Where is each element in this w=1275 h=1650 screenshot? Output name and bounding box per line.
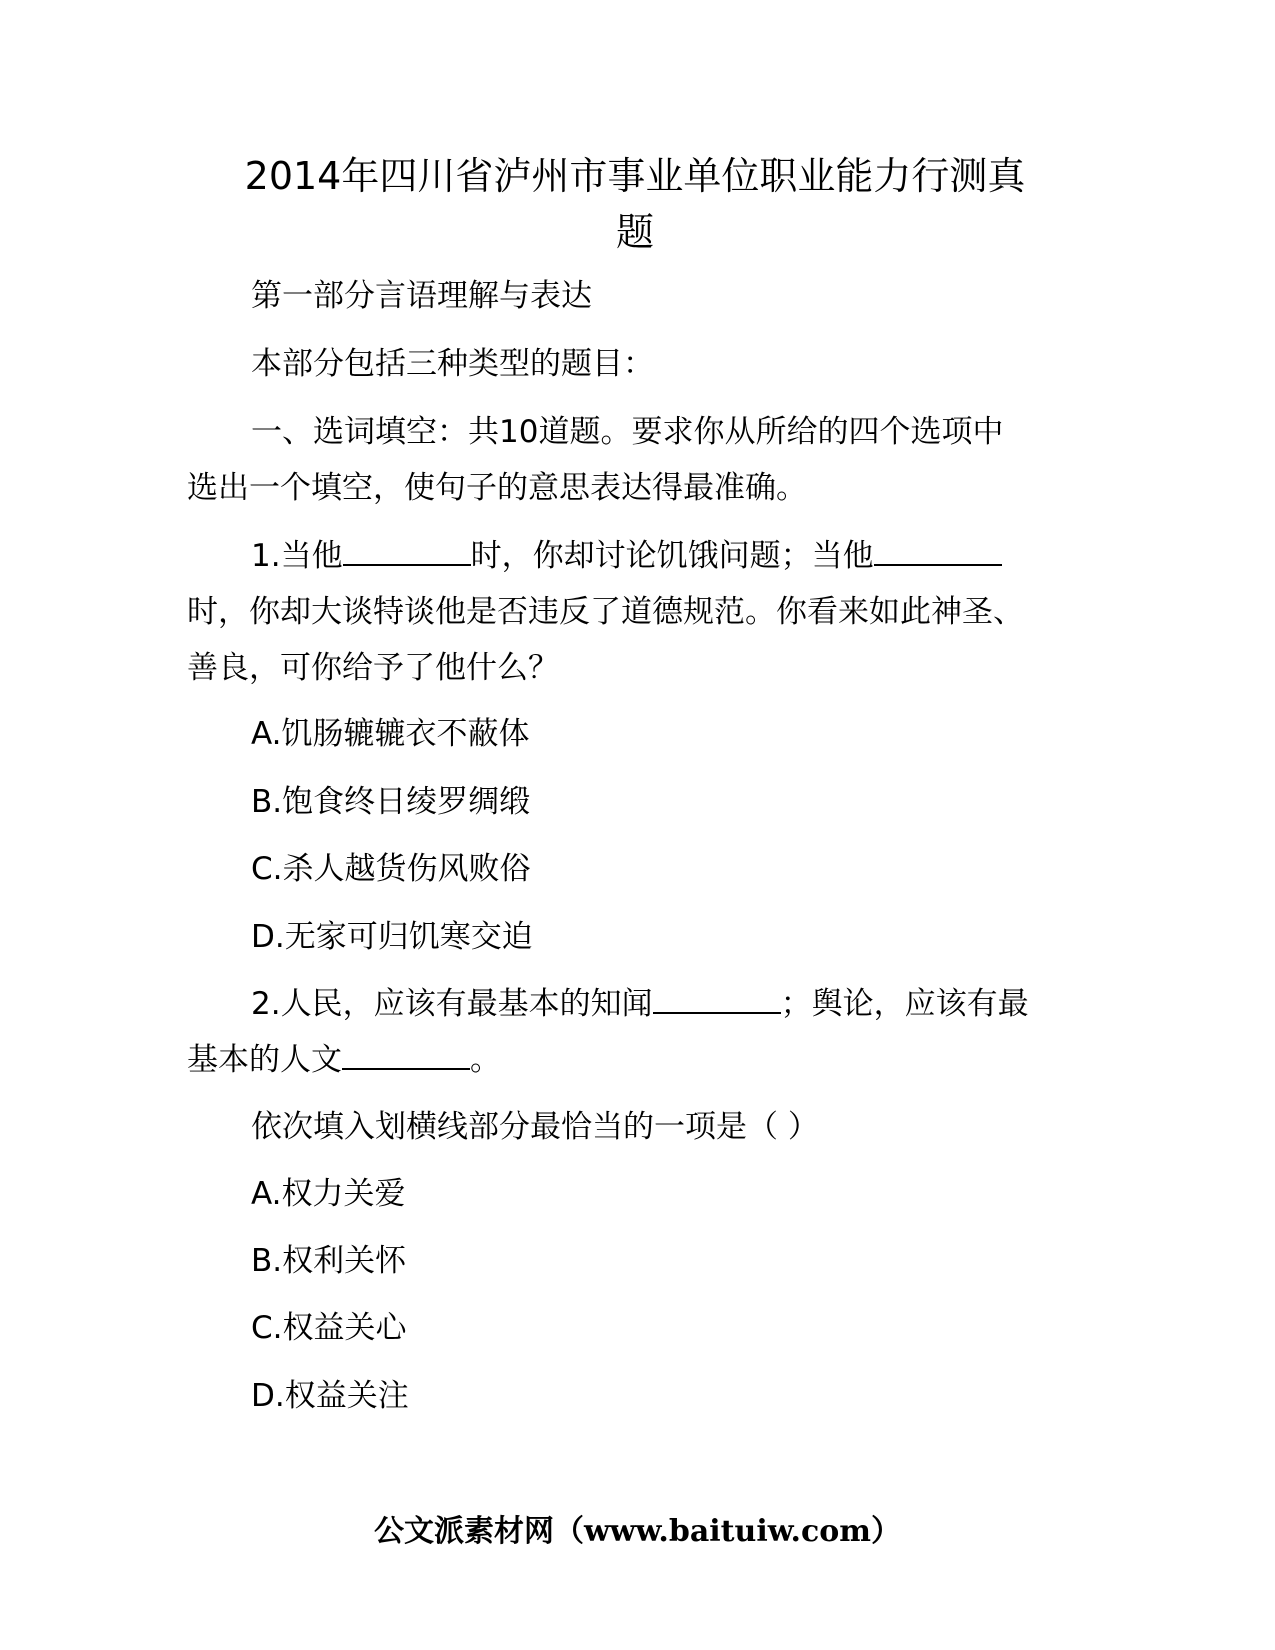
- section-heading: 第一部分言语理解与表达: [251, 278, 592, 314]
- question-1-line-3: 善良，可你给予了他什么？: [187, 650, 559, 686]
- title-line-1: 2014年四川省泸州市事业单位职业能力行测真: [244, 154, 1026, 198]
- q1-blank-1: [343, 534, 471, 566]
- page-footer: 公文派素材网（www.baituiw.com）: [373, 1514, 902, 1549]
- q1-text-a: 1.当他: [251, 538, 343, 574]
- instruction-line-2: 选出一个填空，使句子的意思表达得最准确。: [187, 470, 807, 506]
- question-2-prompt: 依次填入划横线部分最恰当的一项是（ ）: [251, 1109, 819, 1145]
- question-1-line-2: 时，你却大谈特谈他是否违反了道德规范。你看来如此神圣、: [187, 594, 1024, 630]
- document-title: [185, 148, 1085, 260]
- q1-option-b: B.饱食终日绫罗绸缎: [251, 784, 531, 820]
- q2-option-b: B.权利关怀: [251, 1243, 407, 1279]
- q2-option-d: D.权益关注: [251, 1378, 409, 1414]
- q2-text-c: 基本的人文: [187, 1042, 342, 1078]
- instruction-line-1: 一、选词填空：共10道题。要求你从所给的四个选项中: [251, 414, 1004, 450]
- question-1-line-1: [187, 528, 1151, 585]
- q1-blank-2: [874, 534, 1002, 566]
- title-line-2: 题: [615, 210, 654, 254]
- intro-text: 本部分包括三种类型的题目：: [251, 346, 654, 382]
- q1-option-c: C.杀人越货伤风败俗: [251, 851, 531, 887]
- question-2-line-2: [187, 1032, 1087, 1089]
- q2-blank-1: [653, 982, 781, 1014]
- q2-blank-2: [342, 1038, 470, 1070]
- q2-text-d: 。: [470, 1042, 501, 1078]
- q2-text-b: ；舆论，应该有最: [780, 986, 1029, 1022]
- question-2-line-1: [187, 976, 1151, 1033]
- q2-option-a: A.权力关爱: [251, 1176, 406, 1212]
- q1-text-b: 时，你却讨论饥饿问题；当他: [470, 538, 874, 574]
- q2-text-a: 2.人民，应该有最基本的知闻: [251, 986, 653, 1022]
- q1-option-a: A.饥肠辘辘衣不蔽体: [251, 716, 530, 752]
- q2-option-c: C.权益关心: [251, 1310, 407, 1346]
- q1-option-d: D.无家可归饥寒交迫: [251, 919, 533, 955]
